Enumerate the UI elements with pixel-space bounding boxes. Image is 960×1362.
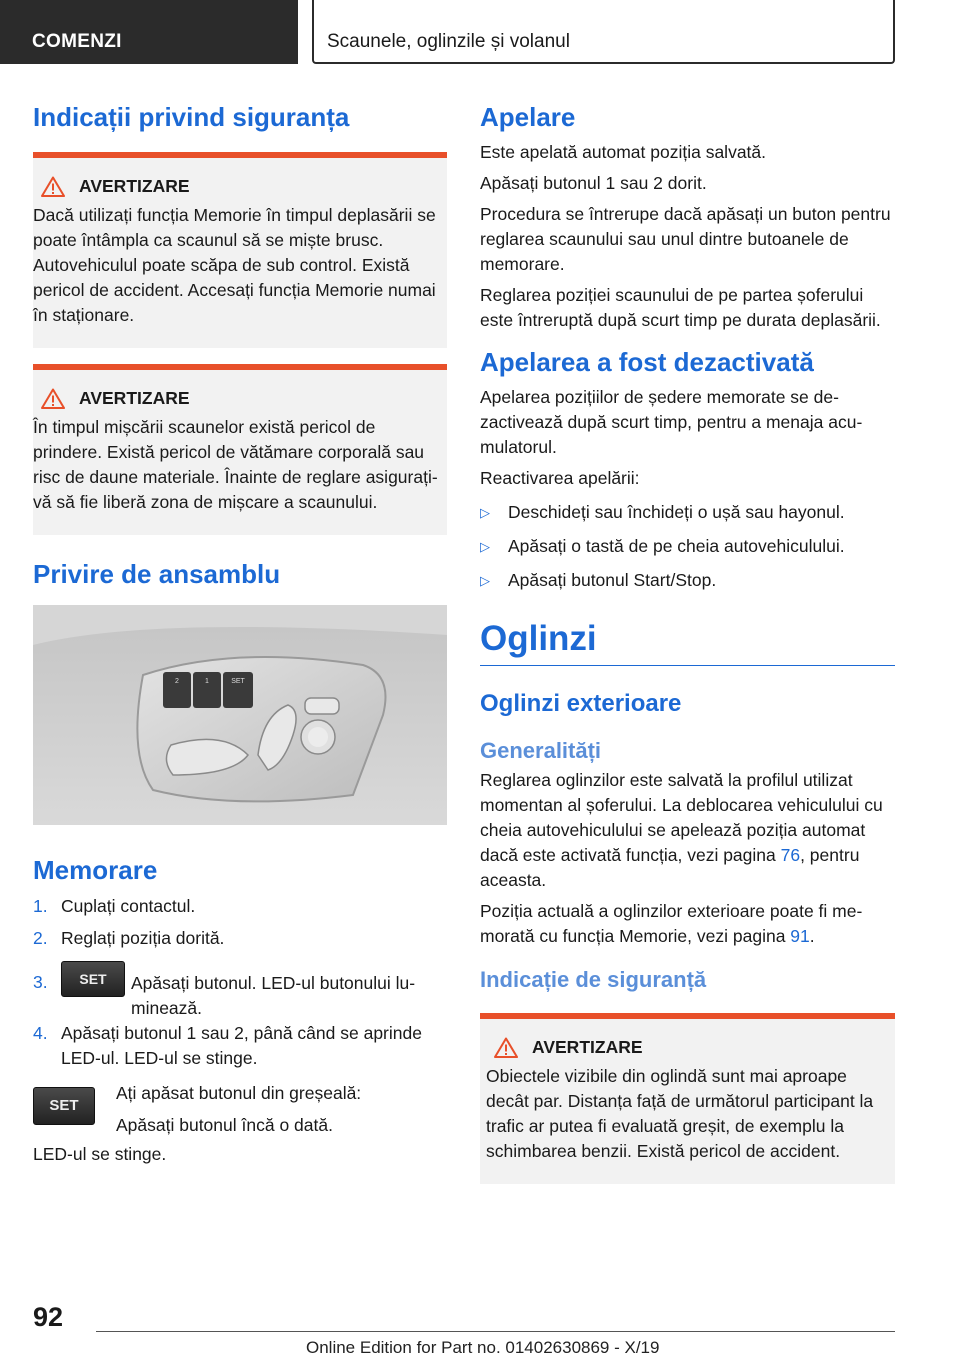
note-line: LED-ul se stinge.	[33, 1144, 167, 1164]
triangle-bullet-icon: ▷	[480, 505, 490, 520]
warning-title	[41, 176, 439, 197]
deactivated-heading: Apelarea a fost dezactivată	[480, 347, 814, 377]
page-header	[0, 0, 960, 66]
oglinzi-heading: Oglinzi	[480, 619, 597, 658]
left-column	[33, 100, 447, 1167]
step-number: 2.	[33, 928, 48, 948]
bullet-text: Apăsați o tastă de pe cheia autovehiculului.	[508, 536, 845, 556]
memorare-heading: Memorare	[33, 855, 158, 885]
safety-heading: Indicații privind siguranța	[33, 102, 350, 132]
list-item	[33, 894, 447, 919]
section-tab: COMENZI	[0, 0, 298, 64]
warning-text: Dacă utilizați funcția Memorie în timpul deplasării se poate întâmpla ca scaunul să se miște brusc. Autovehiculul poate scăpa de sub control. Există pericol de accident. Accesați funcția Memorie numai în staționare.	[33, 205, 436, 325]
step-text: Apăsați butonul 1 sau 2, până când se aprinde LED-ul. LED-ul se stinge.	[61, 1023, 422, 1068]
note-line: Ați apăsat butonul din greșeală:	[116, 1083, 362, 1103]
page-link[interactable]: 91	[790, 926, 810, 946]
memory-button-label: 2	[175, 678, 179, 685]
overview-heading: Privire de ansamblu	[33, 559, 281, 589]
set-button-icon: SET	[61, 961, 125, 997]
page-link[interactable]: 76	[780, 845, 801, 865]
paragraph: Apelarea pozițiilor de ședere memorate se dezactivează după scurt timp, pentru a menaja acumulatorul.	[480, 387, 863, 457]
right-column	[480, 100, 895, 1184]
warning-box	[480, 1013, 895, 1184]
warning-triangle-icon	[494, 1037, 518, 1058]
warning-text: În timpul mișcării scaunelor există pericol de prindere. Există pericol de vătămare corporală sau risc de daune materiale. Înainte de reglare asigurați-vă să fie liberă zona de mișcare a scaunului.	[33, 417, 438, 512]
triangle-bullet-icon: ▷	[480, 573, 490, 588]
paragraph: Procedura se întrerupe dacă apăsați un buton pentru reglarea scaunului sau unul dintre butoanele de memorare.	[480, 204, 891, 274]
steps-list	[33, 894, 447, 1071]
step-text: Cuplați contactul.	[61, 896, 196, 916]
bullet-text: Deschideți sau închideți o ușă sau hayonul.	[508, 502, 845, 522]
note-block	[33, 1081, 447, 1138]
note-line: Apăsați butonul încă o dată.	[116, 1115, 333, 1135]
paragraph: Reglarea poziției scaunului de pe partea șoferului este întreruptă după scurt timp pe durata deplasării.	[480, 285, 881, 330]
seat-panel-illustration	[33, 605, 447, 825]
footer-divider	[96, 1331, 895, 1332]
step-number: 1.	[33, 896, 48, 916]
apelare-heading: Apelare	[480, 102, 576, 132]
step-text: Apăsați butonul. LED-ul butonului luminează.	[131, 973, 416, 1018]
page-number: 92	[33, 1302, 64, 1332]
warning-label: AVERTIZARE	[79, 176, 190, 196]
warning-text: Obiectele vizibile din oglindă sunt mai aproape decât par. Distanța față de următorul participant la trafic ar putea fi evaluată greșit, de exemplu la schimbarea benzii. Există pericol de accident.	[486, 1066, 874, 1161]
paragraph: Reglarea oglinzilor este salvată la profilul utilizat momentan al șoferului. La deblocarea vehiculului cu cheia autovehiculului se apelează poziția automat dacă este activată funcția, vezi pagina 76, pentru aceasta.	[480, 770, 883, 890]
general-heading: Generalități	[480, 738, 602, 763]
paragraph: Apăsați butonul 1 sau 2 dorit.	[480, 173, 707, 193]
safety-indication-heading: Indicație de siguranță	[480, 967, 707, 992]
bullet-list	[480, 500, 895, 593]
warning-box	[33, 152, 447, 348]
heading-rule	[480, 665, 895, 666]
triangle-bullet-icon: ▷	[480, 539, 490, 554]
step-number: 4.	[33, 1023, 48, 1043]
list-item	[33, 926, 447, 951]
set-button-icon: SET	[33, 1087, 95, 1125]
list-item	[480, 500, 895, 525]
warning-label: AVERTIZARE	[532, 1037, 643, 1057]
bullet-text: Apăsați butonul Start/Stop.	[508, 570, 717, 590]
warning-box	[33, 364, 447, 535]
warning-triangle-icon	[41, 176, 65, 197]
seat-controls-photo	[33, 605, 447, 825]
paragraph: Reactivarea apelării:	[480, 468, 640, 488]
edition-text: Online Edition for Part no. 01402630869 - X/19	[306, 1338, 660, 1357]
warning-title	[488, 1037, 887, 1058]
chapter-tab: Scaunele, oglinzile și volanul	[312, 0, 895, 64]
list-item	[33, 1021, 447, 1071]
step-number: 3.	[33, 972, 48, 992]
memory-button-label: 1	[205, 678, 209, 685]
memory-button-label: SET	[231, 678, 245, 685]
paragraph: Este apelată automat poziția salvată.	[480, 142, 767, 162]
step-text: Reglați poziția dorită.	[61, 928, 225, 948]
warning-title	[41, 388, 439, 409]
paragraph: Poziția actuală a oglinzilor exterioare poate fi memorată cu funcția Memorie, vezi pagina 91.	[480, 901, 863, 946]
exterior-mirrors-heading: Oglinzi exterioare	[480, 690, 682, 717]
warning-label: AVERTIZARE	[79, 388, 190, 408]
list-item	[33, 961, 447, 1018]
warning-triangle-icon	[41, 388, 65, 409]
list-item	[480, 568, 895, 593]
list-item	[480, 534, 895, 559]
